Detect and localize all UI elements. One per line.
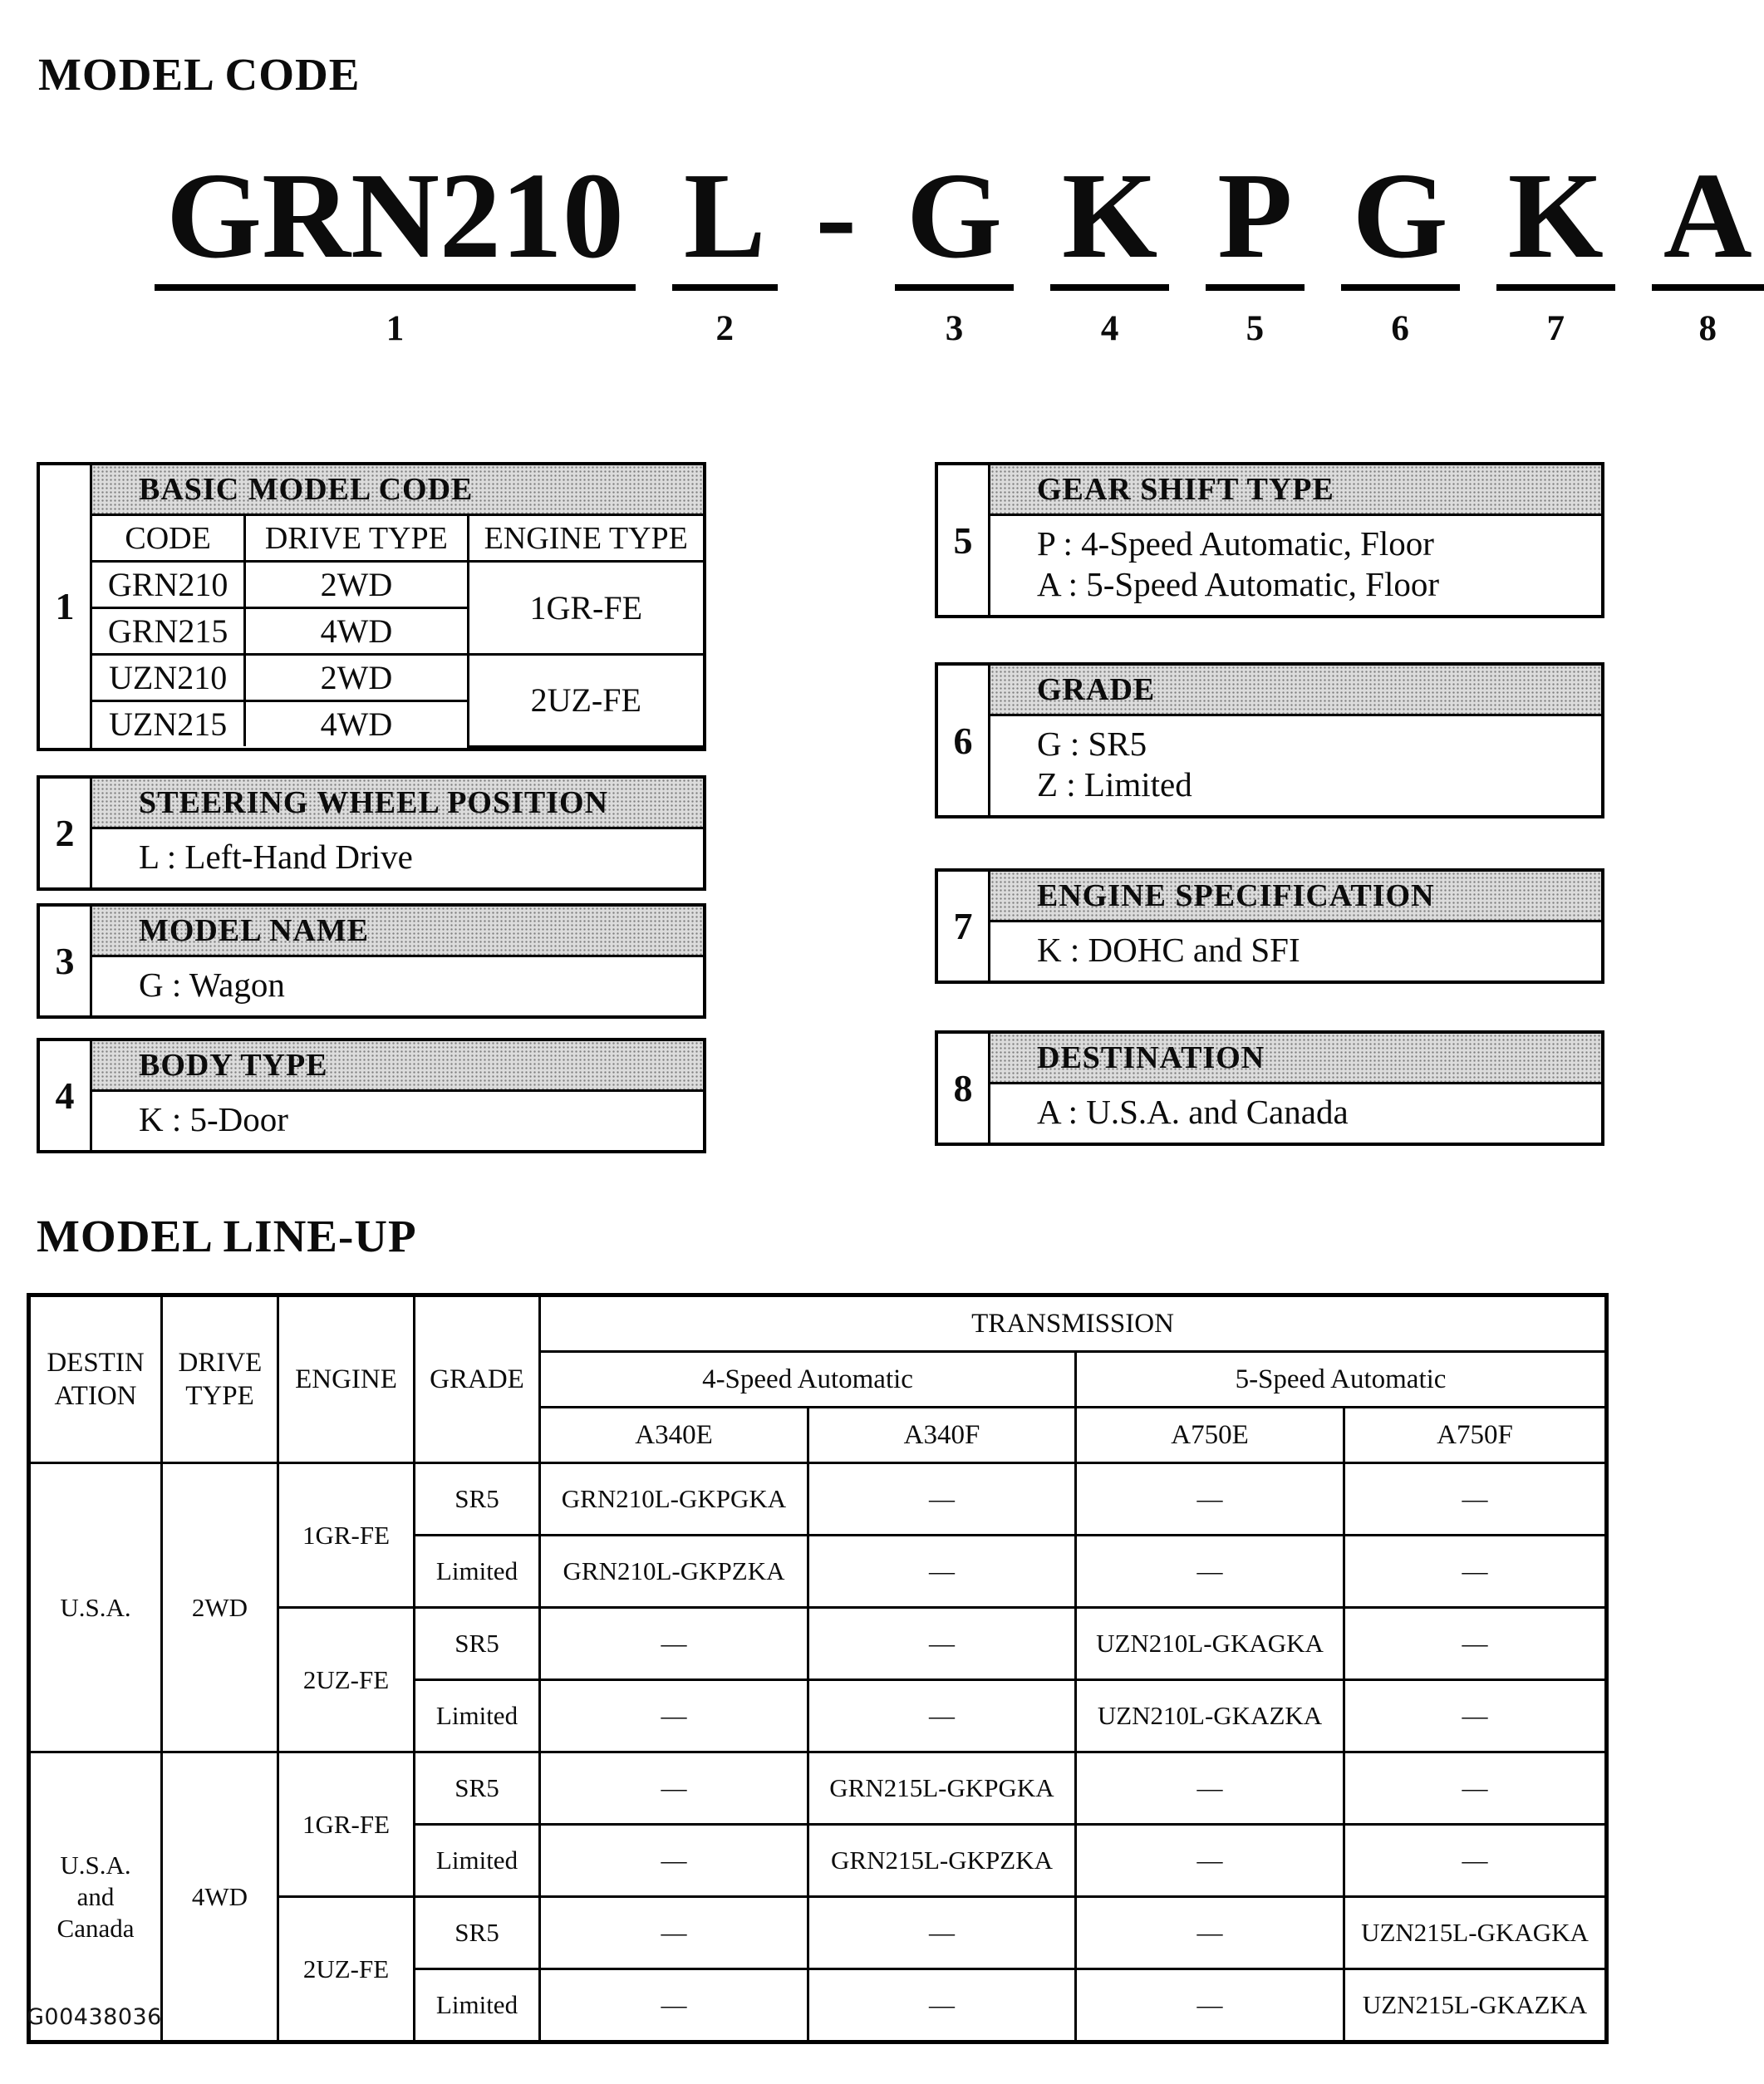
table-header-bar: ENGINE SPECIFICATION (990, 872, 1601, 922)
gear-shift-type-table (935, 462, 1604, 618)
table-cell: UZN210L-GKAZKA (1076, 1680, 1344, 1752)
table-number-badge: 7 (938, 872, 990, 981)
table-cell: — (540, 1608, 808, 1680)
table-header-bar: GRADE (990, 666, 1601, 716)
table-cell: — (1344, 1608, 1607, 1680)
table-cell: UZN210L-GKAGKA (1076, 1608, 1344, 1680)
table-cell: — (540, 1752, 808, 1825)
table-cell: UZN215L-GKAZKA (1344, 1969, 1607, 2042)
table-value-line: L : Left-Hand Drive (139, 838, 413, 876)
table-header-bar: BODY TYPE (92, 1041, 703, 1092)
table-cell: 4WD (162, 1752, 278, 2042)
model-code-segment-text: G (895, 155, 1014, 291)
column-header-4speed: 4-Speed Automatic (540, 1352, 1076, 1408)
table-cell: — (1344, 1752, 1607, 1825)
model-code-segment (672, 148, 778, 348)
model-code-segment-text: K (1496, 155, 1615, 291)
table-header-bar: BASIC MODEL CODE (92, 465, 703, 516)
table-cell: GRN210L-GKPZKA (540, 1536, 808, 1608)
model-code-segment-text: L (672, 155, 778, 291)
table-row (29, 1752, 1607, 1825)
model-code-segment-text: K (1050, 155, 1169, 291)
model-code-segment-number: 8 (1698, 309, 1717, 348)
table-cell: Limited (415, 1680, 540, 1752)
model-code-segment (1050, 148, 1169, 348)
table-cell: 4WD (245, 608, 468, 655)
column-header-label: DRIVE TYPE (178, 1348, 263, 1411)
table-number-badge: 6 (938, 666, 990, 815)
model-code-segment-number: 2 (715, 309, 734, 348)
table-value-line: P : 4-Speed Automatic, Floor (1037, 524, 1434, 563)
table-cell (29, 1752, 162, 2042)
table-cell: GRN215L-GKPGKA (808, 1752, 1076, 1825)
column-header-a340f: A340F (808, 1408, 1076, 1463)
table-cell: 2WD (245, 655, 468, 701)
column-header-a340e: A340E (540, 1408, 808, 1463)
model-code-segment-text: P (1206, 155, 1304, 291)
model-code-segment-number: 6 (1391, 309, 1409, 348)
column-header-engine-type: ENGINE TYPE (468, 516, 703, 562)
table-row (92, 655, 703, 701)
basic-model-code-table (37, 462, 706, 751)
table-value-line: K : DOHC and SFI (1037, 931, 1300, 969)
model-code-hyphen (814, 148, 858, 304)
table-number-badge: 2 (40, 779, 92, 887)
engine-specification-table (935, 868, 1604, 984)
table-cell: 1GR-FE (468, 562, 703, 655)
model-code-segment-number: 1 (386, 309, 405, 348)
model-code-segment-text: - (815, 148, 857, 284)
table-number-badge: 1 (40, 465, 92, 748)
table-value-line: G : Wagon (139, 966, 285, 1004)
model-code-segment-text: GRN210 (155, 155, 636, 291)
table-cell: — (540, 1969, 808, 2042)
table-cell: GRN215 (92, 608, 245, 655)
table-cell: — (808, 1463, 1076, 1536)
table-cell: SR5 (415, 1463, 540, 1536)
table-cell: — (808, 1680, 1076, 1752)
table-cell: UZN215L-GKAGKA (1344, 1897, 1607, 1969)
model-lineup-table (27, 1293, 1609, 2044)
table-value-line: K : 5-Door (139, 1100, 288, 1138)
table-cell: UZN210 (92, 655, 245, 701)
table-cell: — (1344, 1463, 1607, 1536)
table-header-bar: MODEL NAME (92, 907, 703, 957)
table-cell: — (540, 1897, 808, 1969)
column-header-code: CODE (92, 516, 245, 562)
table-cell: — (1076, 1969, 1344, 2042)
model-code-segment-text: A (1652, 155, 1764, 291)
page-title-model-lineup: MODEL LINE-UP (37, 1211, 417, 1261)
column-header-engine: ENGINE (278, 1295, 415, 1463)
table-cell: UZN215 (92, 701, 245, 747)
table-number-badge: 8 (938, 1034, 990, 1143)
table-cell: Limited (415, 1825, 540, 1897)
table-cell: GRN215L-GKPZKA (808, 1825, 1076, 1897)
table-cell: 2UZ-FE (468, 655, 703, 747)
column-header-a750f: A750F (1344, 1408, 1607, 1463)
table-cell: — (540, 1680, 808, 1752)
table-row (29, 1463, 1607, 1536)
table-cell: 1GR-FE (278, 1752, 415, 1897)
table-cell: 2UZ-FE (278, 1608, 415, 1752)
model-code-segment-number: 3 (945, 309, 964, 348)
table-cell: GRN210 (92, 562, 245, 608)
table-value-line: G : SR5 (1037, 725, 1147, 763)
body-type-table (37, 1038, 706, 1153)
table-value-line: Z : Limited (1037, 765, 1192, 804)
column-header-destination (29, 1295, 162, 1463)
table-cell: — (1344, 1680, 1607, 1752)
model-code-segment (895, 148, 1014, 348)
column-header-transmission: TRANSMISSION (540, 1295, 1607, 1352)
model-code-segment-number: 7 (1546, 309, 1565, 348)
model-code-segment (1206, 148, 1304, 348)
table-header-bar: DESTINATION (990, 1034, 1601, 1084)
table-row (92, 562, 703, 608)
table-number-badge: 5 (938, 465, 990, 615)
table-cell: Limited (415, 1536, 540, 1608)
table-cell: 2UZ-FE (278, 1897, 415, 2042)
table-cell: 4WD (245, 701, 468, 747)
table-cell-label: U.S.A. and Canada (57, 1850, 135, 1943)
table-number-badge: 4 (40, 1041, 92, 1150)
table-cell: — (808, 1897, 1076, 1969)
table-cell: — (1076, 1463, 1344, 1536)
table-value-line: A : U.S.A. and Canada (1037, 1093, 1349, 1131)
table-cell: — (1344, 1825, 1607, 1897)
column-header-5speed: 5-Speed Automatic (1076, 1352, 1607, 1408)
column-header-drive-type: DRIVE TYPE (245, 516, 468, 562)
table-cell: SR5 (415, 1897, 540, 1969)
table-number-badge: 3 (40, 907, 92, 1015)
model-code-segment (155, 148, 636, 348)
table-cell: — (1076, 1825, 1344, 1897)
column-header-drive-type (162, 1295, 278, 1463)
table-cell: Limited (415, 1969, 540, 2042)
column-header-grade: GRADE (415, 1295, 540, 1463)
page-title-model-code: MODEL CODE (38, 49, 361, 100)
table-value-line: A : 5-Speed Automatic, Floor (1037, 565, 1439, 603)
table-cell: — (540, 1825, 808, 1897)
table-cell: — (1344, 1536, 1607, 1608)
column-header-a750e: A750E (1076, 1408, 1344, 1463)
table-cell: — (1076, 1897, 1344, 1969)
table-cell: — (808, 1608, 1076, 1680)
model-code-segment-number: 4 (1100, 309, 1119, 348)
table-header-bar: GEAR SHIFT TYPE (990, 465, 1601, 516)
model-code-display (155, 148, 1764, 348)
model-code-segment (1341, 148, 1460, 348)
table-cell: GRN210L-GKPGKA (540, 1463, 808, 1536)
model-code-segment (1496, 148, 1615, 348)
table-cell: SR5 (415, 1752, 540, 1825)
table-cell: — (808, 1969, 1076, 2042)
model-code-segment (1652, 148, 1764, 348)
figure-id: G00438036 (27, 2004, 162, 2030)
table-cell: 2WD (162, 1463, 278, 1752)
table-cell: 1GR-FE (278, 1463, 415, 1608)
table-cell: U.S.A. (29, 1463, 162, 1752)
table-header-row (29, 1295, 1607, 1352)
table-cell: SR5 (415, 1608, 540, 1680)
model-name-table (37, 903, 706, 1019)
steering-wheel-position-table (37, 775, 706, 891)
table-cell: — (1076, 1752, 1344, 1825)
model-code-segment-number: 5 (1246, 309, 1265, 348)
table-cell: 2WD (245, 562, 468, 608)
table-cell: — (808, 1536, 1076, 1608)
model-code-segment-text: G (1341, 155, 1460, 291)
destination-table (935, 1030, 1604, 1146)
table-cell: — (1076, 1536, 1344, 1608)
column-header-label: DESTIN ATION (47, 1348, 145, 1411)
table-header-bar: STEERING WHEEL POSITION (92, 779, 703, 829)
grade-table (935, 662, 1604, 818)
